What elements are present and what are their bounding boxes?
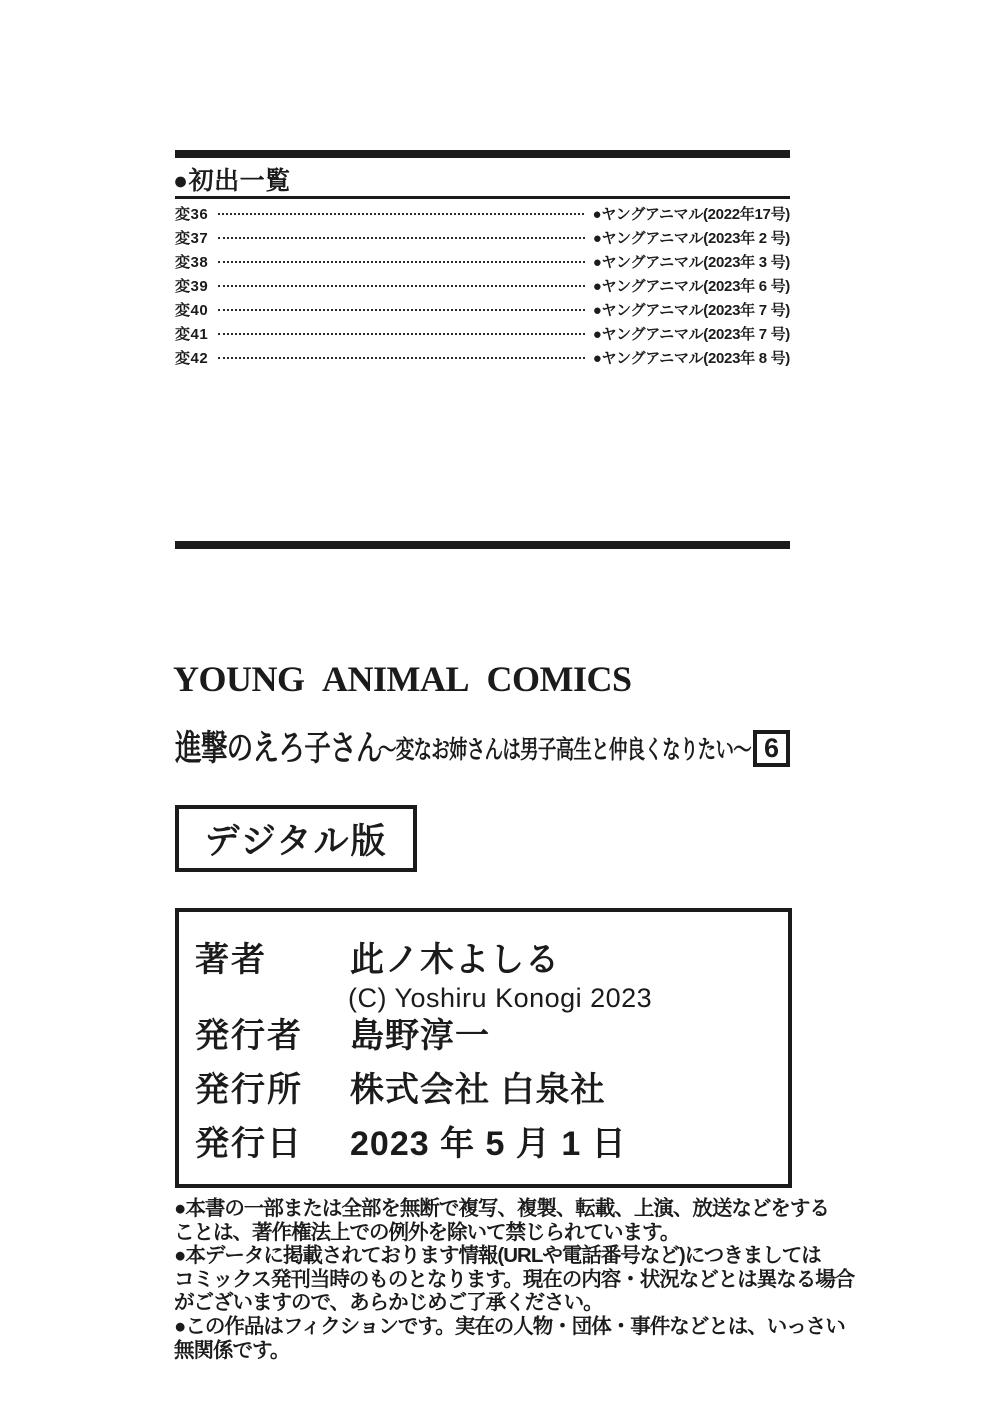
copyright-note: (C) Yoshiru Konogi 2023	[348, 983, 653, 1013]
publist-row	[175, 201, 790, 225]
dot-leader	[218, 333, 585, 335]
legal-line: ●本書の一部または全部を無断で複写、複製、転載、上演、放送などをする	[174, 1197, 829, 1220]
publist-row	[175, 297, 790, 321]
chapter-label: 変40	[175, 301, 209, 319]
chapter-label: 変41	[175, 325, 209, 343]
publisher-person-value: 島野淳一	[350, 1017, 490, 1055]
legal-line: ことは、著作権法上での例外を除いて禁じられています。	[174, 1220, 680, 1244]
dot-leader	[218, 357, 585, 359]
magazine-issue: ●ヤングアニマル(2023年 7 号)	[592, 301, 790, 319]
publisher-person-label: 発行者	[195, 1017, 303, 1055]
magazine-issue: ●ヤングアニマル(2023年 8 号)	[592, 349, 790, 367]
publist-row	[175, 321, 790, 345]
legal-line: ●本データに掲載されております情報(URLや電話番号など)につきましては	[174, 1244, 821, 1268]
dot-leader	[218, 261, 585, 263]
legal-line: コミックス発刊当時のものとなります。現在の内容・状況などとは異なる場合	[174, 1267, 855, 1291]
publisher-company-label: 発行所	[195, 1071, 303, 1109]
magazine-issue: ●ヤングアニマル(2023年 3 号)	[592, 253, 790, 271]
publication-list	[175, 201, 790, 369]
publication-date-value: 2023 年 5 月 1 日	[350, 1125, 627, 1163]
publication-date-label: 発行日	[195, 1125, 303, 1163]
publist-row	[175, 249, 790, 273]
imprint-name: YOUNG ANIMAL COMICS	[173, 659, 632, 699]
dot-leader	[218, 309, 585, 311]
author-value: 此ノ木よしる	[350, 941, 560, 979]
edition-label: デジタル版	[204, 821, 388, 861]
title-main: 進撃のえろ子さん	[175, 729, 382, 768]
magazine-issue: ●ヤングアニマル(2022年17号)	[592, 205, 790, 223]
dot-leader	[218, 285, 585, 287]
publist-row	[175, 345, 790, 369]
publist-row	[175, 273, 790, 297]
magazine-issue: ●ヤングアニマル(2023年 6 号)	[592, 277, 790, 295]
legal-line: がございますので、あらかじめご了承ください。	[174, 1291, 603, 1315]
dot-leader	[218, 213, 584, 215]
author-label: 著者	[195, 941, 267, 979]
colophon-box	[175, 908, 792, 1188]
chapter-label: 変42	[175, 349, 209, 367]
publisher-company-value: 株式会社 白泉社	[350, 1071, 606, 1109]
publist-row	[175, 225, 790, 249]
chapter-label: 変38	[175, 253, 209, 271]
chapter-label: 変36	[175, 205, 209, 223]
legal-notices	[174, 1197, 855, 1362]
volume-number-box: 6	[753, 730, 790, 767]
top-rule	[175, 150, 790, 158]
title-subtitle: ～変なお姉さんは男子高生と仲良くなりたい～	[378, 736, 751, 764]
publist-heading: ●初出一覧	[173, 167, 291, 195]
dot-leader	[218, 237, 585, 239]
chapter-label: 変37	[175, 229, 209, 247]
legal-line: ●この作品はフィクションです。実在の人物・団体・事件などとは、いっさい	[174, 1314, 845, 1338]
legal-line: 無関係です。	[174, 1338, 290, 1362]
publist-heading-rule	[175, 196, 790, 199]
magazine-issue: ●ヤングアニマル(2023年 2 号)	[592, 229, 790, 247]
book-title	[0, 727, 1000, 775]
edition-badge	[175, 805, 417, 872]
section-divider-rule	[175, 541, 790, 549]
magazine-issue: ●ヤングアニマル(2023年 7 号)	[592, 325, 790, 343]
chapter-label: 変39	[175, 277, 209, 295]
